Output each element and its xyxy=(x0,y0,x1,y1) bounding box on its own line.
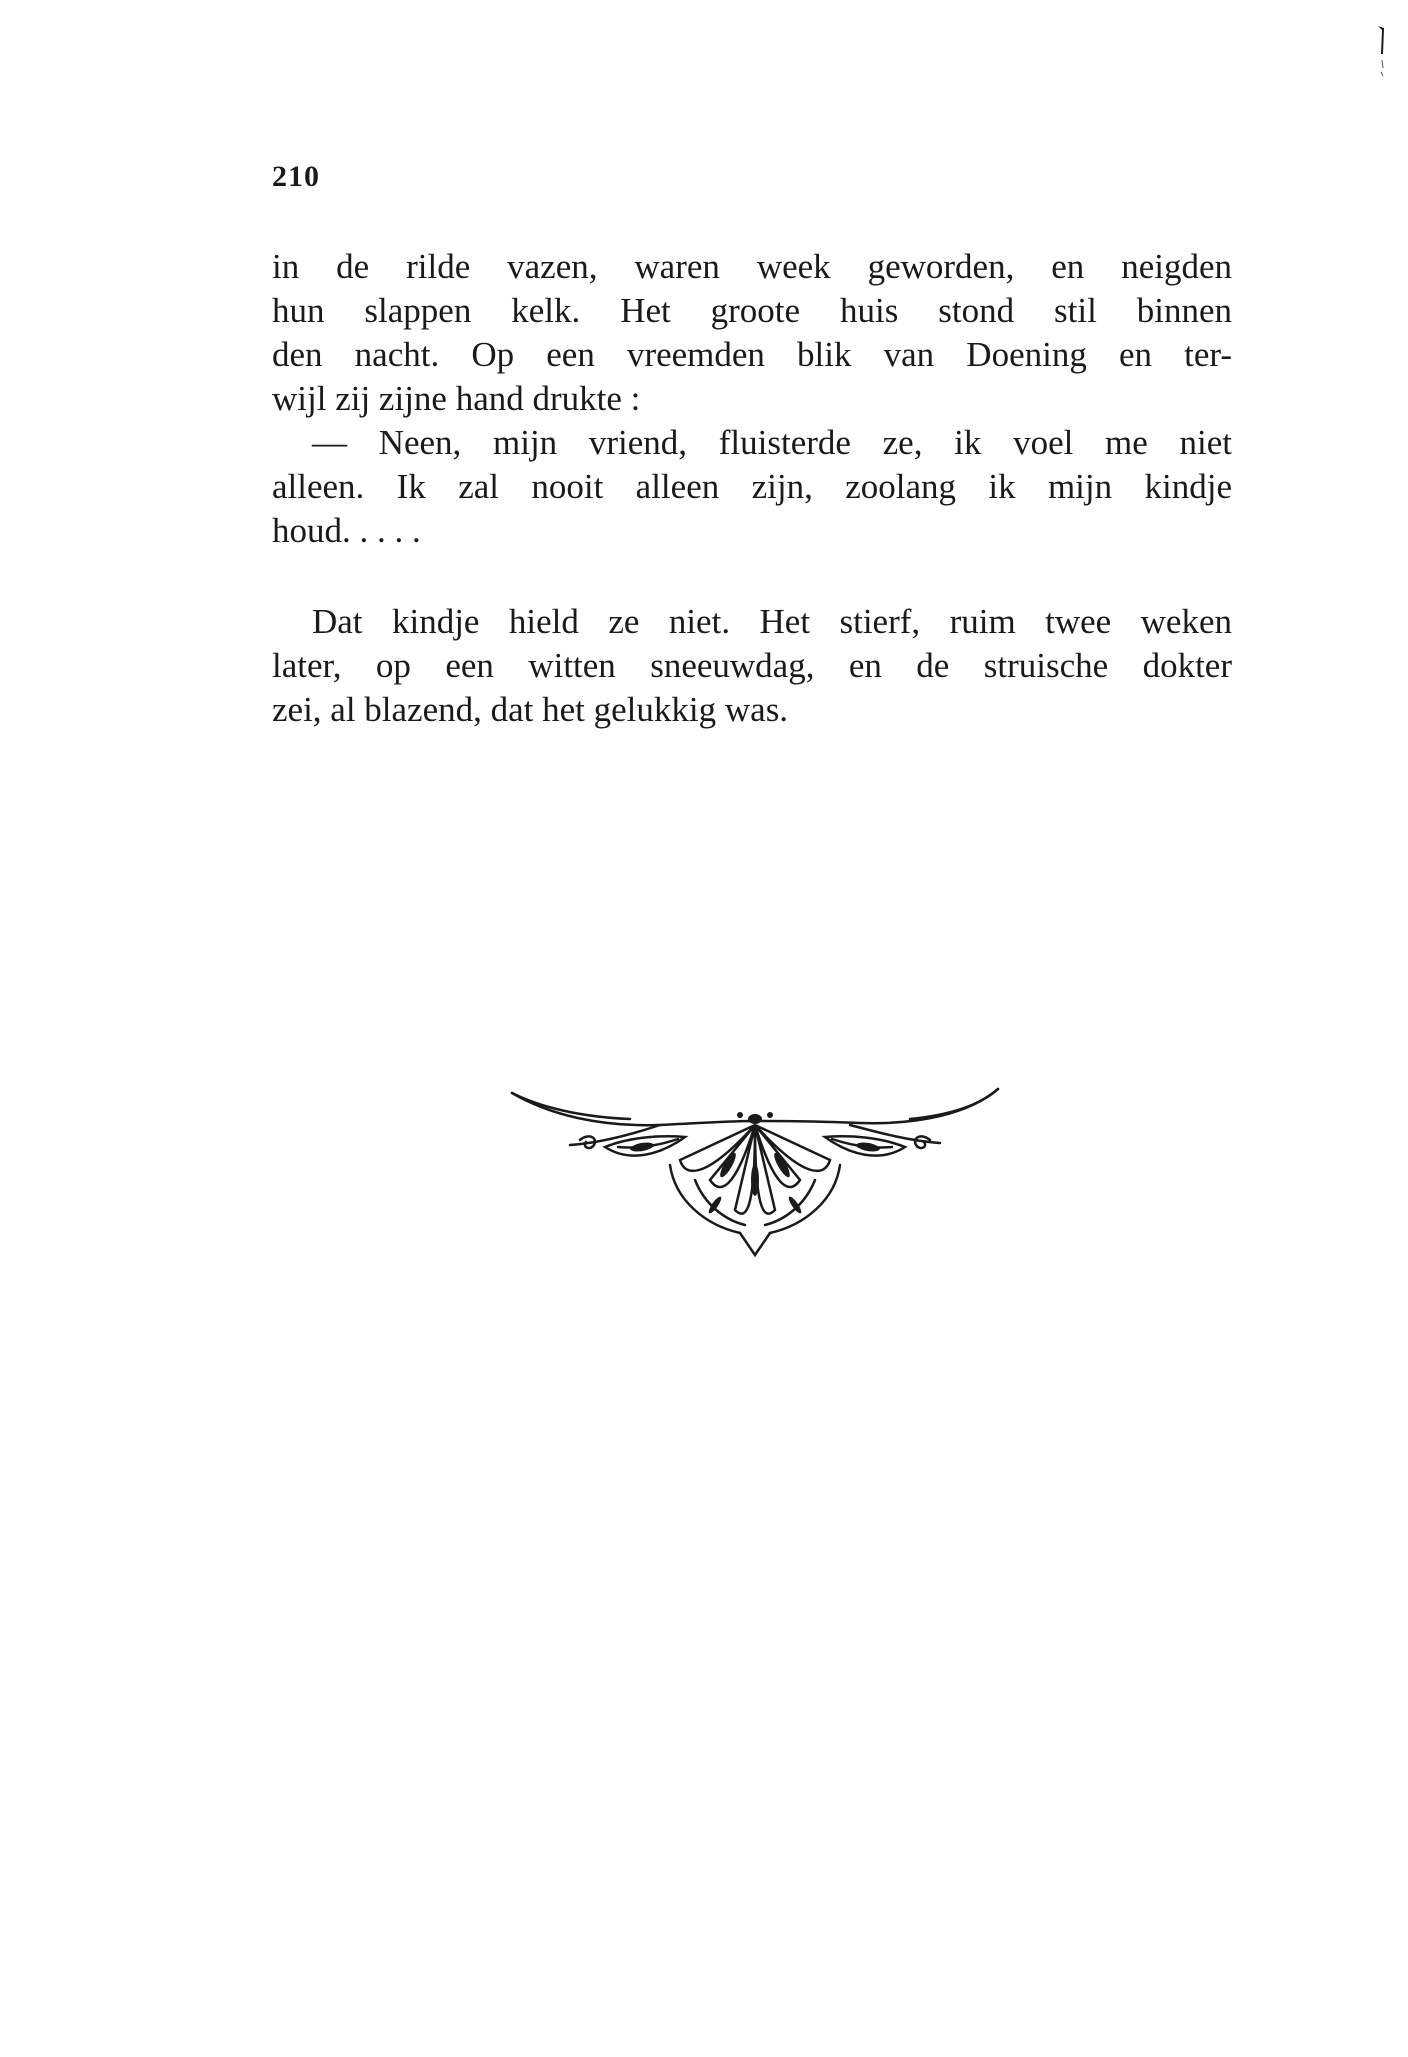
page-number: 210 xyxy=(272,160,320,193)
text-line: alleen. Ik zal nooit alleen zijn, zoolang ik mijn kindje xyxy=(272,467,1232,506)
text-line: zei, al blazend, dat het gelukkig was. xyxy=(272,690,789,729)
paragraph xyxy=(272,600,1232,732)
text-line: den nacht. Op een vreemden blik van Doening en ter- xyxy=(272,335,1232,374)
text-line: — Neen, mijn vriend, fluisterde ze, ik voel me niet xyxy=(312,423,1232,462)
page-edge-mark-icon xyxy=(1376,24,1386,84)
text-line: Dat kindje hield ze niet. Het stierf, ruim twee weken xyxy=(312,602,1232,641)
paragraph xyxy=(272,245,1232,553)
text-line: wijl zij zijne hand drukte : xyxy=(272,379,641,418)
floral-tailpiece-icon xyxy=(510,1085,1000,1260)
text-line: houd. . . . . xyxy=(272,511,421,550)
text-line: hun slappen kelk. Het groote huis stond stil binnen xyxy=(272,291,1232,330)
text-line: later, op een witten sneeuwdag, en de struische dokter xyxy=(272,646,1232,685)
text-line: in de rilde vazen, waren week geworden, en neigden xyxy=(272,247,1232,286)
